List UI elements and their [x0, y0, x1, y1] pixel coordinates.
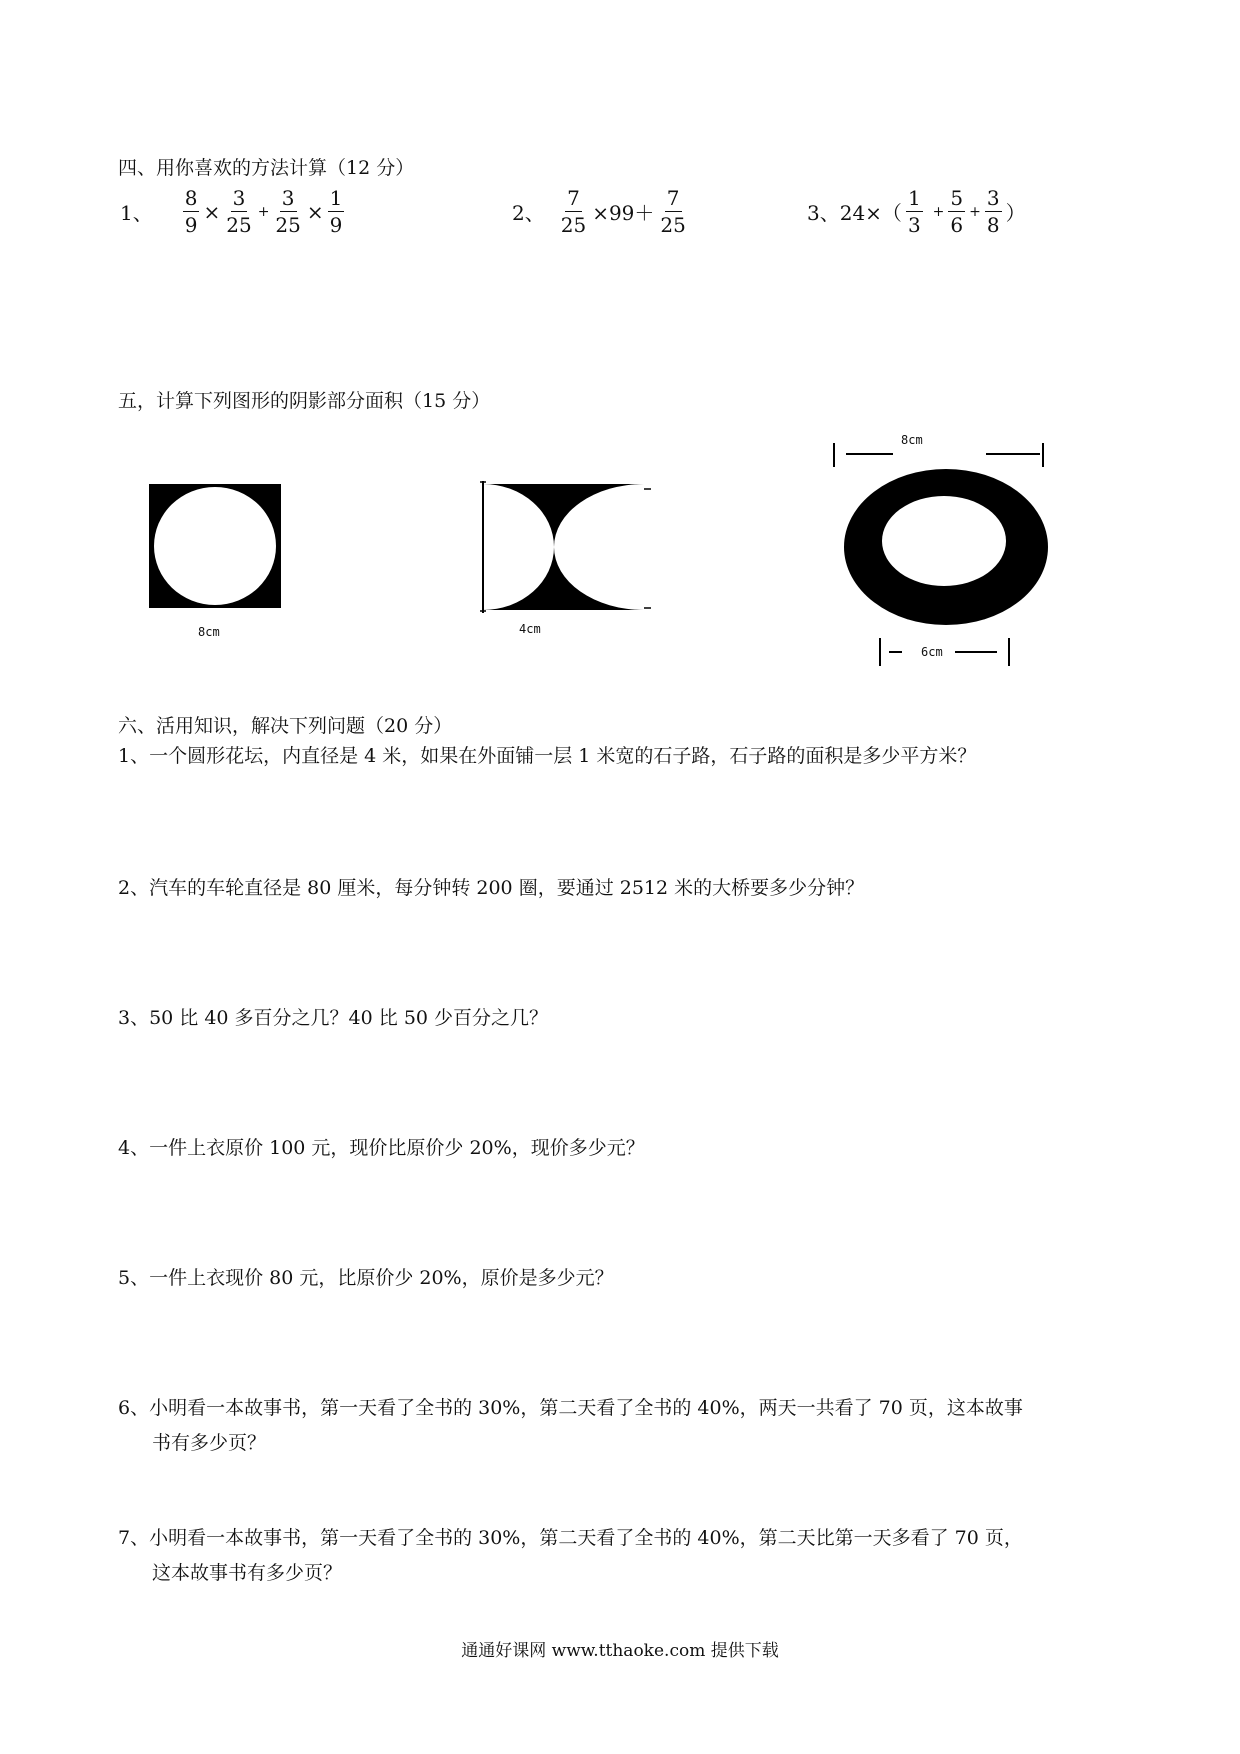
page-footer: 通通好课网 www.tthaoke.com 提供下载 [461, 1641, 779, 1661]
section6-title: 六、活用知识，解决下列问题（20 分） [118, 715, 453, 737]
fraction: $\frac{3}{8}$ [986, 186, 1000, 237]
fraction: $\frac{1}{3}$ [907, 186, 921, 237]
figure3-top-label: 8cm [901, 433, 923, 447]
figure-square-circle [149, 484, 281, 608]
plus-sign: + [257, 203, 270, 220]
section5-title: 五，计算下列图形的阴影部分面积（15 分） [118, 390, 491, 412]
question-6-line2: 书有多少页？ [152, 1432, 267, 1454]
figure-rectangle-semicircles [480, 481, 651, 613]
fraction: $\frac{3}{25}$ [226, 186, 252, 237]
question-4: 4、一件上衣原价 100 元，现价比原价少 20%，现价多少元？ [118, 1137, 645, 1159]
problem-number: 1、 [120, 201, 153, 225]
question-5: 5、一件上衣现价 80 元，比原价少 20%，原价是多少元？ [118, 1267, 614, 1289]
times-sign: × [306, 199, 324, 224]
figure1-label: 8cm [198, 625, 220, 639]
fraction: $\frac{3}{25}$ [275, 186, 301, 237]
fraction: $\frac{8}{9}$ [184, 186, 198, 237]
expression-middle: ×99＋ [592, 201, 655, 225]
figure3-bottom-label: 6cm [921, 645, 943, 659]
plus-sign: + [932, 203, 945, 220]
fraction: $\frac{7}{25}$ [660, 186, 686, 237]
problem-number: 2、 [512, 201, 545, 225]
fraction: $\frac{7}{25}$ [560, 186, 587, 237]
question-7-line2: 这本故事书有多少页？ [152, 1562, 343, 1584]
question-3: 3、50 比 40 多百分之几？40 比 50 少百分之几？ [118, 1007, 549, 1029]
problem-number: 3、24×（ [807, 201, 902, 225]
fraction: $\frac{1}{9}$ [329, 186, 343, 237]
times-sign: × [203, 199, 221, 224]
question-1: 1、一个圆形花坛，内直径是 4 米，如果在外面铺一层 1 米宽的石子路，石子路的面积是多少平方米？ [118, 745, 977, 767]
plus-sign: + [969, 203, 981, 220]
section4-title: 四、用你喜欢的方法计算（12 分） [118, 157, 415, 179]
fraction: $\frac{5}{6}$ [950, 186, 964, 237]
inner-ellipse [882, 496, 1006, 586]
inscribed-circle [154, 487, 276, 605]
question-7-line1: 7、小明看一本故事书，第一天看了全书的 30%，第二天看了全书的 40%，第二天比第一天多看了 70 页， [118, 1527, 1023, 1549]
figure2-label: 4cm [519, 622, 541, 636]
question-6-line1: 6、小明看一本故事书，第一天看了全书的 30%，第二天看了全书的 40%，两天一共看了 70 页，这本故事 [118, 1397, 1023, 1419]
figure-ring [834, 443, 1048, 666]
close-paren: ） [1005, 201, 1026, 225]
question-2: 2、汽车的车轮直径是 80 厘米，每分钟转 200 圈，要通过 2512 米的大桥要多少分钟？ [118, 877, 865, 899]
